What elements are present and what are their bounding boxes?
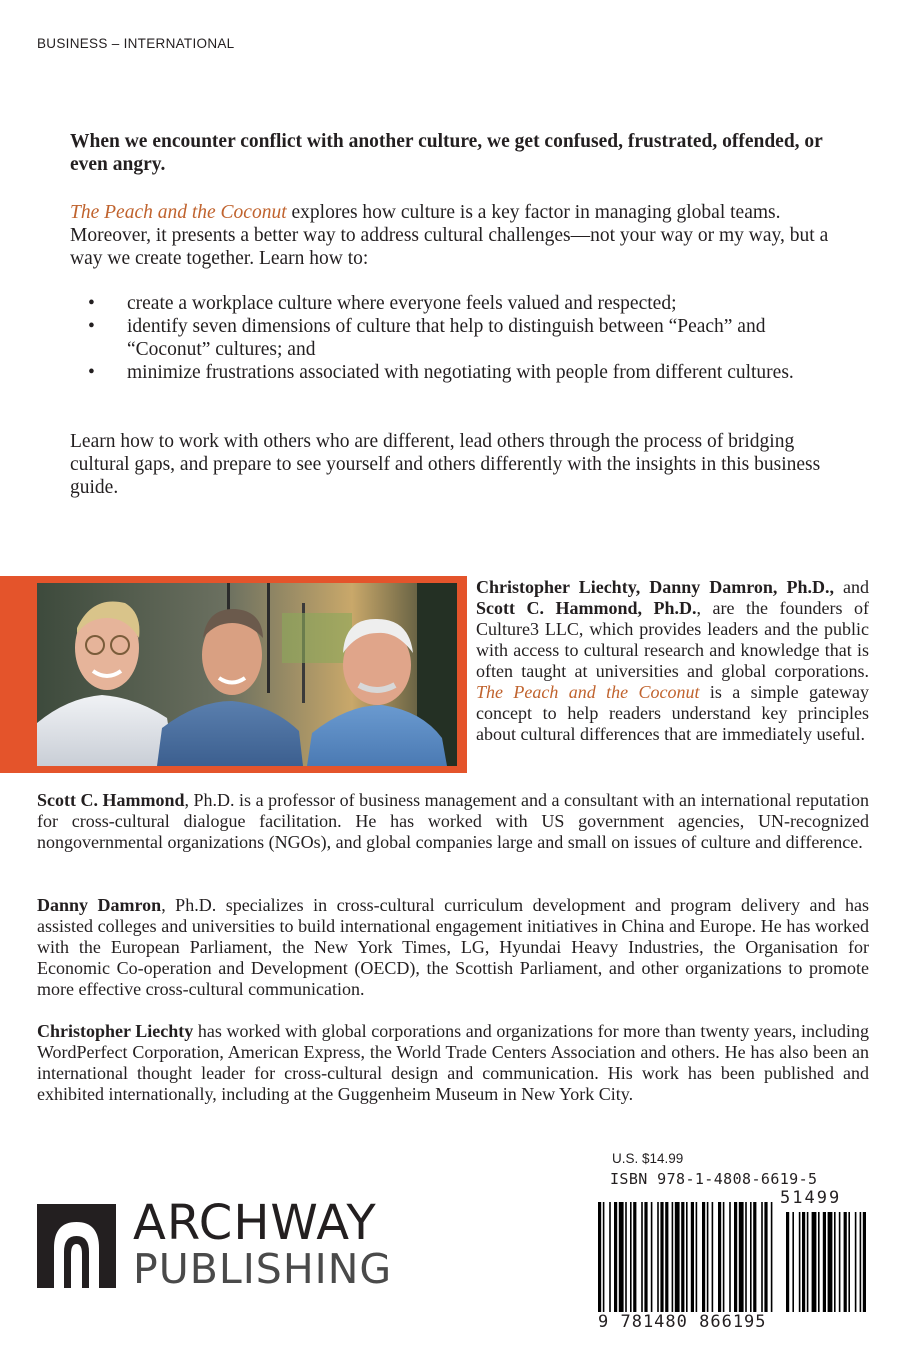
barcode-bar — [619, 1202, 624, 1312]
barcode-addon-bar — [818, 1212, 820, 1312]
barcode-bar — [633, 1202, 636, 1312]
intro-paragraph — [70, 201, 840, 270]
isbn-label: ISBN 978-1-4808-6619-5 — [610, 1170, 818, 1188]
publisher-name-line1: ARCHWAY — [133, 1195, 377, 1251]
bio-name: Danny Damron — [37, 895, 162, 915]
barcode-addon-bar — [807, 1212, 809, 1312]
bio-text: , Ph.D. is a professor of business management and a consultant with an international reputation for cross-cultural dialogue facilitation. He has worked with US government agencies, UN-recognized nongovernmental organizations (NGOs), and global companies large and small on issues of culture and difference. — [37, 790, 870, 852]
barcode-bar — [723, 1202, 725, 1312]
archway-logo-icon — [37, 1204, 116, 1288]
barcode-addon-bar — [863, 1212, 866, 1312]
author-conjunction: and — [833, 577, 869, 597]
publisher-name-line2: PUBLISHING — [133, 1245, 393, 1293]
barcode-bar — [750, 1202, 752, 1312]
book-title: The Peach and the Coconut — [476, 682, 700, 702]
bio-text: , Ph.D. specializes in cross-cultural curriculum development and program delivery and has assisted colleges and universities to build international engagement initiatives in China and Europe. He has worked with the European Parliament, the New York Times, LG, Hyundai Heavy Industries, the Organisation for Economic Co-operation and Development (OECD), the Scottish Parliament, and other organizations to promote more effective cross-cultural communication. — [37, 895, 869, 999]
author-blurb-text: is a simple gateway concept to help readers understand key principles about cultural differences that are immediately useful. — [476, 682, 869, 744]
barcode-bar — [686, 1202, 688, 1312]
intro-text: explores how culture is a key factor in managing global teams. Moreover, it presents a better way to address cultural challenges—not your way or my way, but a way we create together. Learn how to: — [70, 202, 829, 269]
price-label: U.S. $14.99 — [612, 1151, 684, 1166]
barcode-addon-bar — [799, 1212, 801, 1312]
barcode-bar — [630, 1202, 632, 1312]
barcode-bar — [641, 1202, 643, 1312]
barcode-number: 9 781480 866195 — [598, 1312, 767, 1332]
barcode-addon-bar — [792, 1212, 794, 1312]
barcode-bar — [603, 1202, 605, 1312]
lead-statement: When we encounter conflict with another culture, we get confused, frustrated, offended, or even angry. — [70, 131, 823, 175]
author-name-hammond: Scott C. Hammond, Ph.D. — [476, 598, 697, 618]
list-item — [70, 361, 810, 384]
barcode-bar — [660, 1202, 663, 1312]
book-title: The Peach and the Coconut — [70, 202, 287, 223]
list-item-text: identify seven dimensions of culture that help to distinguish between “Peach” and “Coconut” cultures; and — [127, 316, 766, 360]
barcode-bar — [665, 1202, 668, 1312]
barcode-bar — [771, 1202, 773, 1312]
bio-liechty — [37, 1021, 869, 1105]
barcode-bar — [718, 1202, 721, 1312]
list-item-text: create a workplace culture where everyone feels valued and respected; — [127, 293, 677, 314]
barcode-bar — [764, 1202, 767, 1312]
barcode-bar — [675, 1202, 680, 1312]
barcode-addon-bar — [812, 1212, 817, 1312]
barcode-bar — [729, 1202, 731, 1312]
barcode-addon-bar — [855, 1212, 857, 1312]
barcode-addon-bar — [828, 1212, 833, 1312]
barcode-bar — [625, 1202, 627, 1312]
barcode-bar — [609, 1202, 611, 1312]
barcode-bar — [696, 1202, 698, 1312]
barcode-addon-digits: 51499 — [780, 1188, 842, 1208]
category-label: BUSINESS – INTERNATIONAL — [37, 36, 235, 51]
author-blurb-text: , are the founders of Culture3 LLC, which provides leaders and the public with access to cultural research and knowledge that is often taught at universities and global corporations. — [476, 598, 869, 681]
barcode-addon-bar — [860, 1212, 862, 1312]
barcode-bar — [672, 1202, 674, 1312]
author-blurb — [476, 577, 869, 745]
bullet-icon: • — [88, 316, 95, 337]
bullet-icon: • — [88, 362, 95, 383]
list-item-text: minimize frustrations associated with negotiating with people from different cultures. — [127, 362, 794, 383]
publisher-logo — [37, 1195, 437, 1294]
barcode-bar — [681, 1202, 684, 1312]
author-names: Christopher Liechty, Danny Damron, Ph.D., — [476, 577, 834, 597]
barcode-bar — [614, 1202, 617, 1312]
barcode-bar — [691, 1202, 694, 1312]
author-photo-frame — [0, 576, 467, 773]
barcode-bar — [598, 1202, 601, 1312]
bio-damron — [37, 895, 869, 1000]
barcode-bar — [753, 1202, 756, 1312]
author-photo-image — [37, 583, 457, 766]
barcode-bar — [739, 1202, 744, 1312]
closing-paragraph: Learn how to work with others who are different, lead others through the process of bridging cultural gaps, and prepare to see yourself and others differently with the insights in this business guide. — [70, 431, 821, 498]
list-item — [70, 315, 810, 361]
bio-name: Christopher Liechty — [37, 1021, 194, 1041]
bullet-icon: • — [88, 293, 95, 314]
bio-hammond — [37, 790, 869, 853]
barcode-bar — [745, 1202, 747, 1312]
bio-name: Scott C. Hammond — [37, 790, 185, 810]
learning-list — [70, 292, 810, 384]
barcode-bar — [734, 1202, 737, 1312]
bio-text: has worked with global corporations and organizations for more than twenty years, including WordPerfect Corporation, American Express, the World Trade Centers Association and others. He has also been an international thought leader for cross-cultural design and communication. His work has been published and exhibited internationally, including at the Guggenheim Museum in New York City. — [37, 1021, 869, 1104]
barcode-addon-bar — [839, 1212, 841, 1312]
barcode-addon-bar — [848, 1212, 850, 1312]
barcode-bar — [707, 1202, 709, 1312]
list-item — [70, 292, 810, 315]
barcode-bar — [644, 1202, 647, 1312]
barcode-bar — [651, 1202, 653, 1312]
barcode-bar — [657, 1202, 659, 1312]
barcode-bar — [712, 1202, 714, 1312]
barcode-addon-bar — [802, 1212, 805, 1312]
author-photo — [37, 583, 457, 766]
barcode — [596, 1190, 868, 1330]
barcode-addon-bar — [823, 1212, 826, 1312]
barcode-addon-bar — [834, 1212, 836, 1312]
barcode-addon-bar — [786, 1212, 789, 1312]
barcode-bar — [702, 1202, 705, 1312]
barcode-addon-bar — [844, 1212, 847, 1312]
barcode-bar — [761, 1202, 763, 1312]
